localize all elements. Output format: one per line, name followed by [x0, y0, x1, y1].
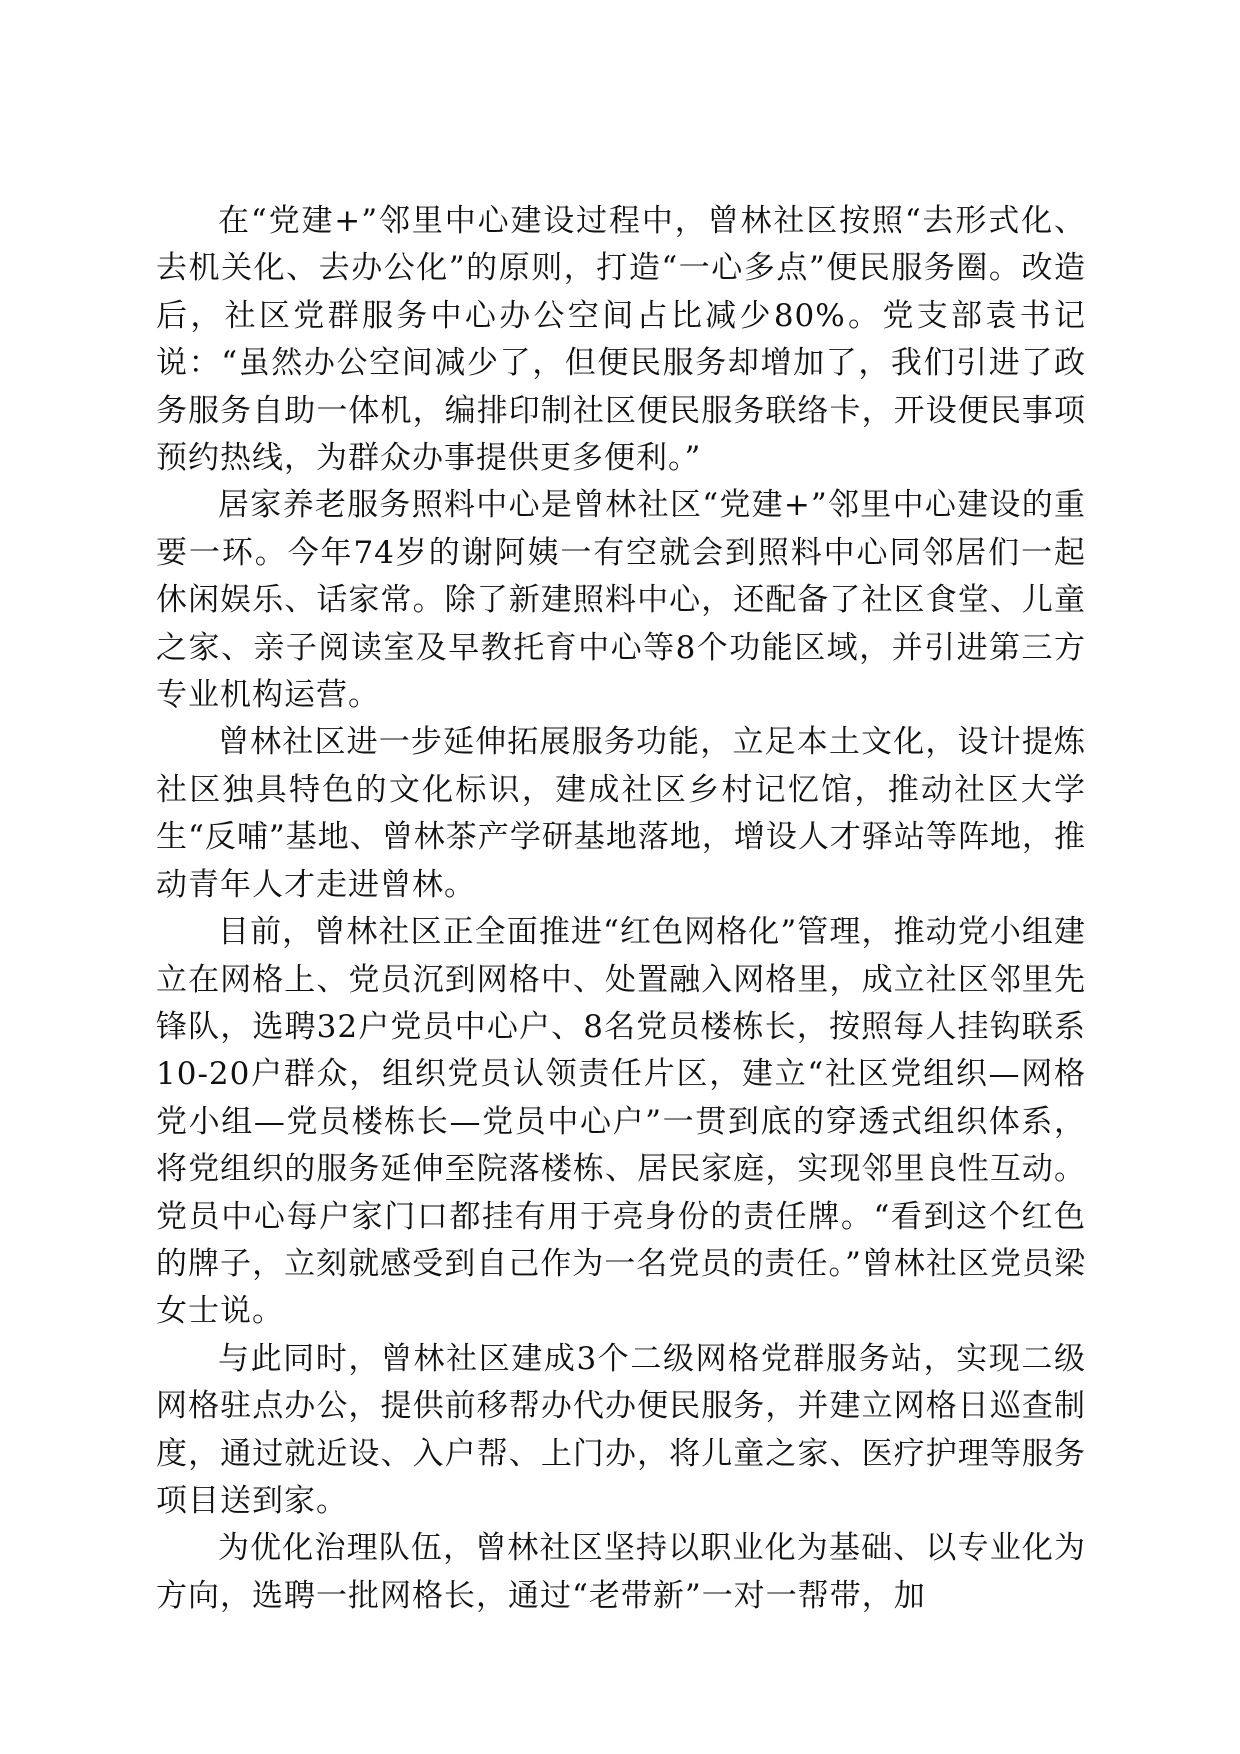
- paragraph-1: 在“党建+”邻里中心建设过程中，曾林社区按照“去形式化、去机关化、去办公化”的原则，打造“一心多点”便民服务圈。改造后，社区党群服务中心办公空间占比减少80%。党支部袁书记说：“虽然办公空间减少了，但便民服务却增加了，我们引进了政务服务自助一体机，编排印制社区便民服务联络卡，开设便民事项预约热线，为群众办事提供更多便利。”: [156, 203, 1086, 477]
- article-body: [156, 198, 1086, 1620]
- paragraph-5: 与此同时，曾林社区建成3个二级网格党群服务站，实现二级网格驻点办公，提供前移帮办代办便民服务，并建立网格日巡查制度，通过就近设、入户帮、上门办，将儿童之家、医疗护理等服务项目送到家。: [156, 1340, 1086, 1519]
- paragraph-3: 曾林社区进一步延伸拓展服务功能，立足本土文化，设计提炼社区独具特色的文化标识，建成社区乡村记忆馆，推动社区大学生“反哺”基地、曾林茶产学研基地落地，增设人才驿站等阵地，推动青年人才走进曾林。: [156, 724, 1086, 903]
- paragraph-6: 为优化治理队伍，曾林社区坚持以职业化为基础、以专业化为方向，选聘一批网格长，通过“老带新”一对一帮带，加: [156, 1530, 1086, 1614]
- paragraph-4: 目前，曾林社区正全面推进“红色网格化”管理，推动党小组建立在网格上、党员沉到网格中、处置融入网格里，成立社区邻里先锋队，选聘32户党员中心户、8名党员楼栋长，按照每人挂钩联系10-20户群众，组织党员认领责任片区，建立“社区党组织—网格党小组—党员楼栋长—党员中心户”一贯到底的穿透式组织体系，将党组织的服务延伸至院落楼栋、居民家庭，实现邻里良性互动。党员中心每户家门口都挂有用于亮身份的责任牌。“看到这个红色的牌子，立刻就感受到自己作为一名党员的责任。”曾林社区党员梁女士说。: [156, 914, 1086, 1330]
- paragraph-2: 居家养老服务照料中心是曾林社区“党建+”邻里中心建设的重要一环。今年74岁的谢阿姨一有空就会到照料中心同邻居们一起休闲娱乐、话家常。除了新建照料中心，还配备了社区食堂、儿童之家、亲子阅读室及早教托育中心等8个功能区域，并引进第三方专业机构运营。: [156, 487, 1086, 714]
